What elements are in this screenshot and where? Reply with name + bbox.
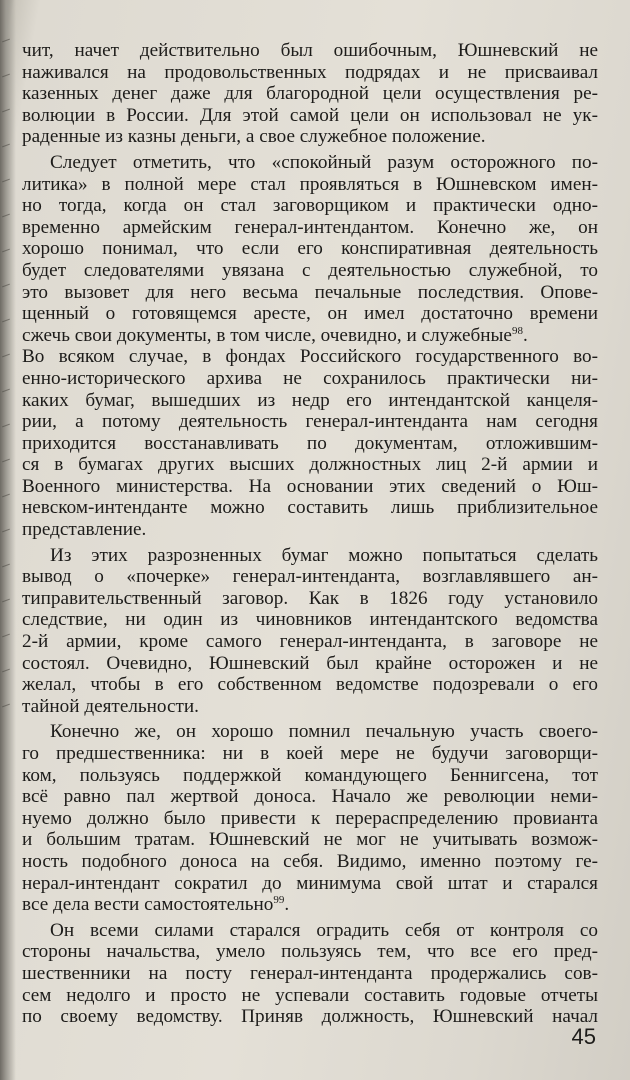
text-line	[22, 105, 598, 127]
text-line	[22, 195, 598, 217]
text-line	[22, 1006, 598, 1028]
text-line	[22, 497, 598, 519]
text-line	[22, 40, 598, 62]
text-line-content: вывод о «почерке» генерал-интенданта, возглавлявшего ан-	[22, 566, 598, 588]
text-line	[22, 941, 598, 963]
text-line	[22, 260, 598, 282]
text-line	[22, 83, 598, 105]
paragraph	[22, 920, 598, 1028]
text-line-content: состоял. Очевидно, Юшневский был крайне осторожен и не	[22, 652, 598, 674]
text-line-content: рии, а потому деятельность генерал-интенданта нам сегодня	[22, 411, 598, 433]
text-line	[22, 631, 598, 653]
text-line-content: хорошо понимал, что если его конспиративная деятельность	[22, 238, 598, 260]
text-line-content: сем недолго и просто не успевали составить годовые отчеты	[22, 984, 598, 1006]
footnote-marker: 98	[511, 324, 523, 337]
paragraph	[22, 545, 598, 718]
text-line-content: невском-интенданте можно составить лишь приблизительное	[22, 497, 598, 519]
text-line-content: будет следователями увязана с деятельностью служебной, то	[22, 259, 598, 281]
text-line	[22, 126, 598, 148]
paragraph	[22, 721, 598, 915]
text-line-content: нерал-интендант сократил до минимума свой штат и старался	[22, 872, 598, 894]
text-line-content: Конечно же, он хорошо помнил печальную участь своего-	[50, 721, 598, 743]
text-line	[22, 174, 598, 196]
text-line-content: и большим тратам. Юшневский не мог не учитывать возмож-	[22, 829, 598, 851]
text-line	[22, 873, 598, 895]
text-line	[22, 609, 598, 631]
text-line	[22, 721, 598, 743]
text-line	[22, 545, 598, 567]
text-line-content: казенных денег даже для благородной цели осуществления ре-	[22, 83, 598, 105]
text-line-content: наживался на продовольственных подрядах и не присваивал	[22, 61, 598, 83]
text-line	[22, 476, 598, 498]
text-line	[22, 894, 598, 916]
text-line-content: всё равно пал жертвой доноса. Начало же революции неми-	[22, 786, 598, 808]
text-line	[22, 368, 598, 390]
text-line-content: ность подобного доноса на себя. Видимо, именно поэтому ге-	[22, 850, 598, 872]
page-number: 45	[571, 1024, 596, 1049]
text-line-content: временно армейским генерал-интендантом. Конечно же, он	[22, 216, 598, 238]
text-line-content: волюции в России. Для этой самой цели он использовал не ук-	[22, 104, 598, 126]
text-line-content: тайной деятельности.	[22, 695, 199, 717]
text-line-content: енно-исторического архива не сохранилось практически ни-	[22, 367, 598, 389]
text-line-content: следствие, ни один из чиновников интендантского ведомства	[22, 609, 598, 631]
text-line-content: Из этих разрозненных бумаг можно попытаться сделать	[50, 544, 598, 566]
page-text-body	[22, 40, 598, 1028]
footnote-suffix: .	[522, 324, 528, 346]
text-line	[22, 743, 598, 765]
text-line	[22, 920, 598, 942]
text-line-content: ком, пользуясь поддержкой командующего Беннигсена, тот	[22, 764, 598, 786]
text-line	[22, 588, 598, 610]
text-line-content: стороны начальства, умело пользуясь тем, что все его пред-	[22, 941, 598, 963]
text-line	[22, 411, 598, 433]
text-line	[22, 152, 598, 174]
text-line	[22, 985, 598, 1007]
text-line	[22, 786, 598, 808]
text-line	[22, 963, 598, 985]
text-line	[22, 62, 598, 84]
text-line	[22, 696, 598, 718]
text-line-content: по своему ведомству. Приняв должность, Юшневский начал	[22, 1006, 598, 1028]
text-line-content: 2-й армии, кроме самого генерал-интенданта, в заговоре не	[22, 631, 598, 653]
text-line-content: Он всеми силами старался оградить себя от контроля со	[50, 919, 598, 941]
text-line-content: литика» в полной мере стал проявляться в Юшневском имен-	[22, 173, 598, 195]
text-line	[22, 346, 598, 368]
footnote-marker: 99	[273, 894, 285, 907]
text-line	[22, 808, 598, 830]
text-line	[22, 829, 598, 851]
text-line	[22, 653, 598, 675]
text-line-content: но тогда, когда он стал заговорщиком и практически одно-	[22, 195, 598, 217]
text-line-content: Следует отметить, что «спокойный разум осторожного по-	[50, 151, 598, 173]
text-line-content: типравительственный заговор. Как в 1826 году установило	[22, 587, 598, 609]
text-line	[22, 303, 598, 325]
text-line	[22, 851, 598, 873]
text-line	[22, 765, 598, 787]
text-line	[22, 282, 598, 304]
binding-marks	[2, 40, 12, 760]
text-line-content: щенный о готовящемся аресте, он имел достаточно времени	[22, 303, 598, 325]
text-line-content: шественники на посту генерал-интенданта продержались сов-	[22, 962, 598, 984]
text-line-content: ся в бумагах других высших должностных лиц 2-й армии и	[22, 454, 598, 476]
footnote-suffix: .	[284, 894, 290, 916]
paragraph	[22, 152, 598, 541]
text-line	[22, 566, 598, 588]
text-line-content: сжечь свои документы, в том числе, очевидно, и служебные	[22, 324, 512, 346]
text-line-content: представление.	[22, 519, 147, 541]
text-line-content: го предшественника: ни в коей мере не будучи заговорщи-	[22, 743, 598, 764]
text-line-content: желал, чтобы в его собственном ведомстве подозревали о его	[22, 674, 598, 696]
text-line	[22, 217, 598, 239]
text-line-content: приходится восстанавливать по документам, отложившим-	[22, 432, 598, 454]
text-line	[22, 238, 598, 260]
text-line	[22, 390, 598, 412]
text-line	[22, 519, 598, 541]
text-line-content: это вызовет для него весьма печальные последствия. Опове-	[22, 281, 598, 303]
text-line-content: раденные из казны деньги, а свое служебное положение.	[22, 126, 486, 148]
text-line-content: каких бумаг, вышедших из недр его интендантской канцеля-	[22, 389, 598, 411]
text-line	[22, 674, 598, 696]
text-line-content: чит, начет действительно был ошибочным, Юшневский не	[22, 40, 598, 61]
text-line	[22, 325, 598, 347]
text-line	[22, 454, 598, 476]
text-line-content: Военного министерства. На основании этих сведений о Юш-	[22, 475, 598, 497]
text-line-content: Во всяком случае, в фондах Российского государственного во-	[22, 346, 598, 368]
text-line-content: все дела вести самостоятельно	[22, 894, 274, 916]
paragraph	[22, 40, 598, 148]
text-line-content: нуемо должно было привести к перераспределению провианта	[22, 807, 598, 829]
text-line	[22, 433, 598, 455]
